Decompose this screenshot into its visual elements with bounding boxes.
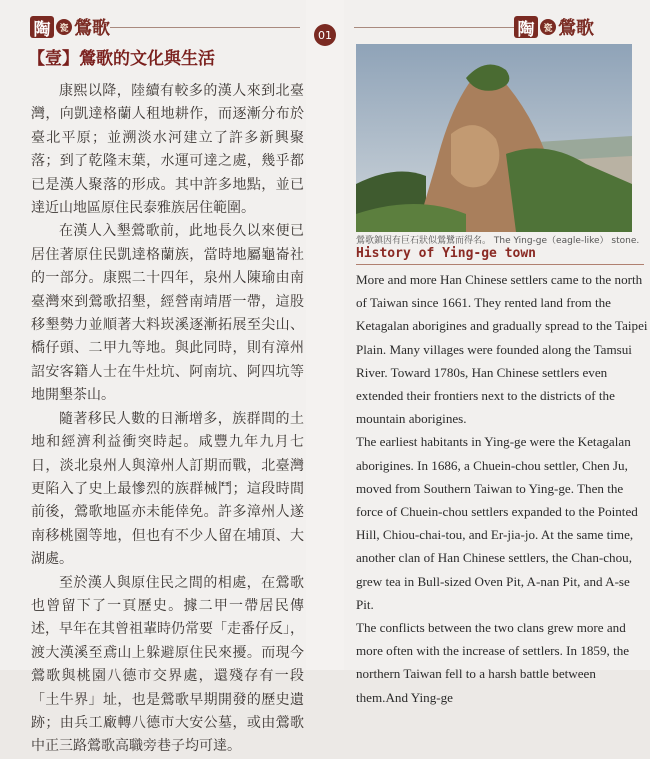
header-rule-line — [110, 27, 300, 28]
right-header-band — [514, 12, 594, 42]
chinese-body — [31, 80, 304, 759]
left-header-rule — [110, 12, 300, 42]
header-rule-line — [354, 27, 514, 28]
english-body — [356, 268, 649, 709]
stone-photo-illustration — [356, 44, 632, 232]
left-page — [0, 0, 306, 755]
photo-caption: 鶯歌鎮因有巨石狀似鶯鷺而得名。 The Ying-ge（eagle-like） stone. — [356, 236, 640, 246]
english-paragraph: The conflicts between the two clans grew more and more often with the increase of settlers. In 1859, the northern Taiwan fell to a harsh battle between them.And Ying-ge — [356, 620, 630, 705]
booklet-logo — [514, 14, 594, 40]
booklet-logo — [30, 14, 110, 40]
right-header-rule — [354, 12, 514, 42]
chinese-paragraph: 至於漢人與原住民之間的相處，在鶯歌也曾留下了一頁歷史。據二甲一帶居民傳述，早年在其曾祖輩時仍常要「走番仔反」，渡大漢溪至鳶山上躲避原住民來擾。而現今鶯歌與桃園八德市交界處，還殘存有一段「土牛界」址，也是鶯歌早期開發的歷史遺跡；由兵工廠轉八德市大安公墓，或由鶯歌中正三路鶯歌高職旁巷子均可達。 — [31, 574, 304, 755]
right-page — [344, 0, 650, 705]
english-paragraph: More and more Han Chinese settlers came to the north of Taiwan since 1661. They rented land from the Ketagalan aborigines and gradually spread to the Taipei Plain. Many villages were founded along the Tamsui River. Toward 1780s, Han Chinese settlers even extended their frontiers next to the districts of the mountain aborigines. — [356, 272, 648, 427]
english-title: History of Ying-ge town — [356, 246, 537, 261]
logo-seal-icon: 瓷 — [56, 19, 72, 35]
chinese-paragraph: 在漢人入墾鶯歌前，此地長久以來便已居住著原住民凱達格蘭族，當時地屬龜崙社的一部分。康熙二十四年，泉州人陳瑜由南臺灣來到鶯歌招墾，經營南靖厝一帶，這股移墾勢力並順著大料崁溪逐漸拓展至尖山、橋仔頭、二甲九等地。與此同時，則有漳州詔安客籍人士在牛灶坑、阿南坑、阿四坑等地開墾茶山。 — [31, 223, 304, 404]
yingge-stone-photo — [356, 44, 632, 232]
title-underline — [356, 264, 644, 265]
logo-char: 陶 — [30, 16, 54, 38]
chinese-paragraph: 隨著移民人數的日漸增多，族群間的土地和經濟利益衝突時起。咸豐九年九月七日，淡北泉州人與漳州人訂期而戰，北臺灣更陷入了史上最慘烈的族群械鬥；這段時間前後，鶯歌地區亦未能倖免。許多漳州人遂南移桃園等地，但也有不少人留在埔頂、大湖處。 — [31, 410, 304, 568]
english-paragraph: The earliest habitants in Ying-ge were the Ketagalan aborigines. In 1686, a Chuein-chou settler, Chen Ju, moved from Southern Taiwan to Ying-ge. Then the force of Chuein-chou settlers expanded to the Pointed Hill, Chiou-chai-tou, and Er-jia-jo. At the same time, another clan of Han Chinese settlers, the Chan-chou, grew tea in Bull-sized Oven Pit, A-nan Pit, and A-se Pit. — [356, 434, 638, 612]
chinese-paragraph: 康熙以降，陸續有較多的漢人來到北臺灣，向凱達格蘭人租地耕作，而逐漸分布於臺北平原；並溯淡水河建立了許多新興聚落；到了乾隆末葉，水運可達之處，幾乎都已是漢人聚落的形成。其中許多地點，並已達近山地區原住民泰雅族居住範圍。 — [31, 83, 304, 217]
logo-char: 陶 — [514, 16, 538, 38]
book-spine — [306, 0, 344, 670]
logo-seal-icon: 瓷 — [540, 19, 556, 35]
page-number: 01 — [314, 24, 336, 46]
logo-text: 鶯歌 — [74, 18, 110, 39]
section-title: 【壹】鶯歌的文化與生活 — [28, 49, 215, 69]
logo-text: 鶯歌 — [558, 18, 594, 39]
left-header-band — [30, 12, 110, 42]
